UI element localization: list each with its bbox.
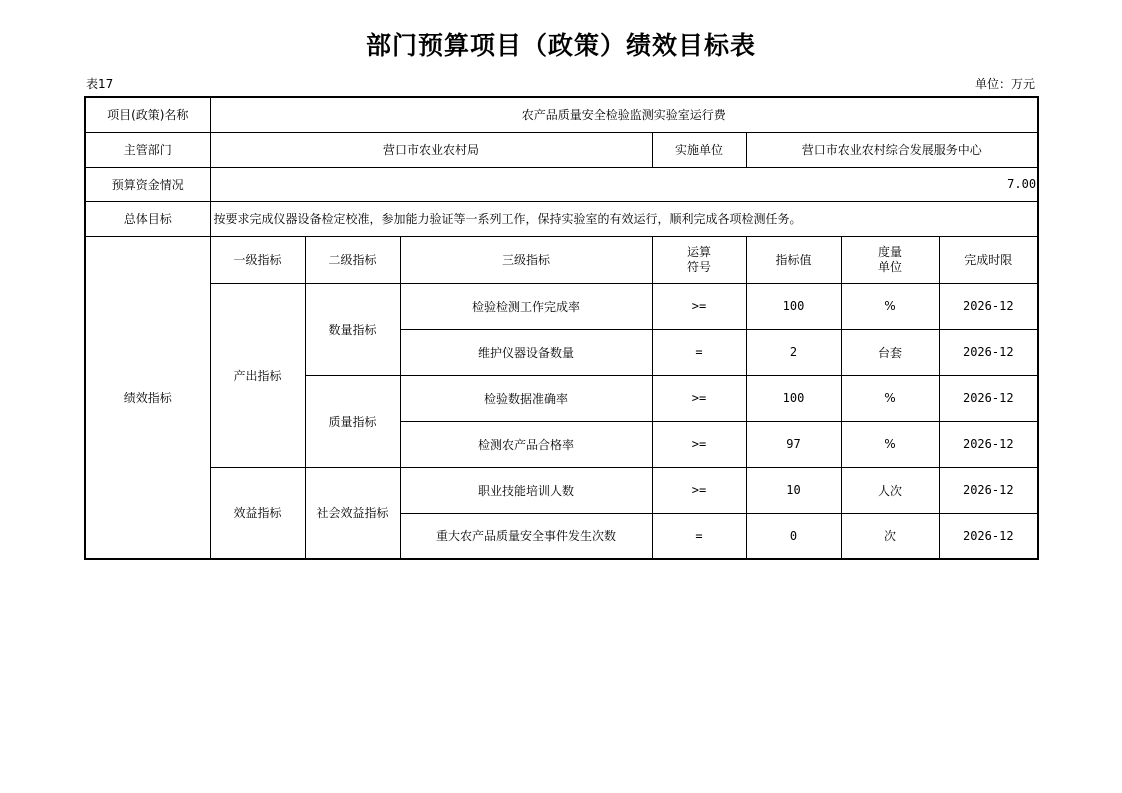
indicator-name: 检验数据准确率: [400, 375, 652, 421]
indicator-value: 100: [746, 375, 841, 421]
header-unit: [841, 236, 939, 283]
indicator-value: 97: [746, 421, 841, 467]
performance-section-label: 绩效指标: [85, 236, 210, 559]
performance-target-table: [84, 96, 1039, 560]
indicator-name: 检验检测工作完成率: [400, 283, 652, 329]
project-name-label: 项目(政策)名称: [85, 97, 210, 132]
header-deadline: 完成时限: [939, 236, 1038, 283]
indicator-unit: 次: [841, 513, 939, 559]
overall-goal-label: 总体目标: [85, 201, 210, 236]
budget-label: 预算资金情况: [85, 167, 210, 201]
indicator-operator: >=: [652, 421, 746, 467]
indicator-name: 职业技能培训人数: [400, 467, 652, 513]
implementing-unit-value: 营口市农业农村综合发展服务中心: [746, 132, 1038, 167]
department-value: 营口市农业农村局: [210, 132, 652, 167]
indicator-name: 重大农产品质量安全事件发生次数: [400, 513, 652, 559]
indicator-deadline: 2026-12: [939, 375, 1038, 421]
header-unit-line2: 单位: [877, 259, 902, 274]
indicator-value: 0: [746, 513, 841, 559]
indicator-value: 100: [746, 283, 841, 329]
indicator-unit: %: [841, 375, 939, 421]
indicator-deadline: 2026-12: [939, 421, 1038, 467]
indicator-operator: >=: [652, 283, 746, 329]
indicator-operator: =: [652, 329, 746, 375]
indicator-value: 2: [746, 329, 841, 375]
overall-goal-row: [85, 201, 1038, 236]
header-level2: 二级指标: [305, 236, 400, 283]
indicator-deadline: 2026-12: [939, 467, 1038, 513]
indicator-unit: 台套: [841, 329, 939, 375]
header-unit-line1: 度量: [877, 244, 902, 259]
indicator-unit: %: [841, 421, 939, 467]
unit-label: 单位：万元: [974, 77, 1035, 91]
indicator-deadline: 2026-12: [939, 329, 1038, 375]
header-operator-line1: 运算: [686, 244, 711, 259]
indicator-unit: %: [841, 283, 939, 329]
project-name-row: [85, 97, 1038, 132]
indicator-value: 10: [746, 467, 841, 513]
budget-value: 7.00: [210, 167, 1038, 201]
indicator-operator: =: [652, 513, 746, 559]
page-title: 部门预算项目（政策）绩效目标表: [365, 31, 756, 60]
indicator-name: 检测农产品合格率: [400, 421, 652, 467]
implementing-unit-label: 实施单位: [652, 132, 746, 167]
indicator-operator: >=: [652, 375, 746, 421]
level2-quality: 质量指标: [305, 375, 400, 467]
project-name-value: 农产品质量安全检验监测实验室运行费: [210, 97, 1038, 132]
budget-row: [85, 167, 1038, 201]
header-operator-line2: 符号: [686, 259, 711, 274]
header-value: 指标值: [746, 236, 841, 283]
indicator-operator: >=: [652, 467, 746, 513]
level1-output: 产出指标: [210, 283, 305, 467]
level2-quantity: 数量指标: [305, 283, 400, 375]
table-number: 表17: [86, 77, 114, 91]
header-level1: 一级指标: [210, 236, 305, 283]
overall-goal-value: 按要求完成仪器设备检定校准，参加能力验证等一系列工作，保持实验室的有效运行，顺利完成各项检测任务。: [210, 201, 1038, 236]
table-row: [85, 467, 1038, 513]
indicator-name: 维护仪器设备数量: [400, 329, 652, 375]
level1-benefit: 效益指标: [210, 467, 305, 559]
indicator-deadline: 2026-12: [939, 283, 1038, 329]
level2-social-benefit: 社会效益指标: [305, 467, 400, 559]
header-operator: [652, 236, 746, 283]
header-level3: 三级指标: [400, 236, 652, 283]
indicator-unit: 人次: [841, 467, 939, 513]
indicator-header-row: [85, 236, 1038, 283]
department-row: [85, 132, 1038, 167]
table-row: [85, 283, 1038, 329]
department-label: 主管部门: [85, 132, 210, 167]
indicator-deadline: 2026-12: [939, 513, 1038, 559]
